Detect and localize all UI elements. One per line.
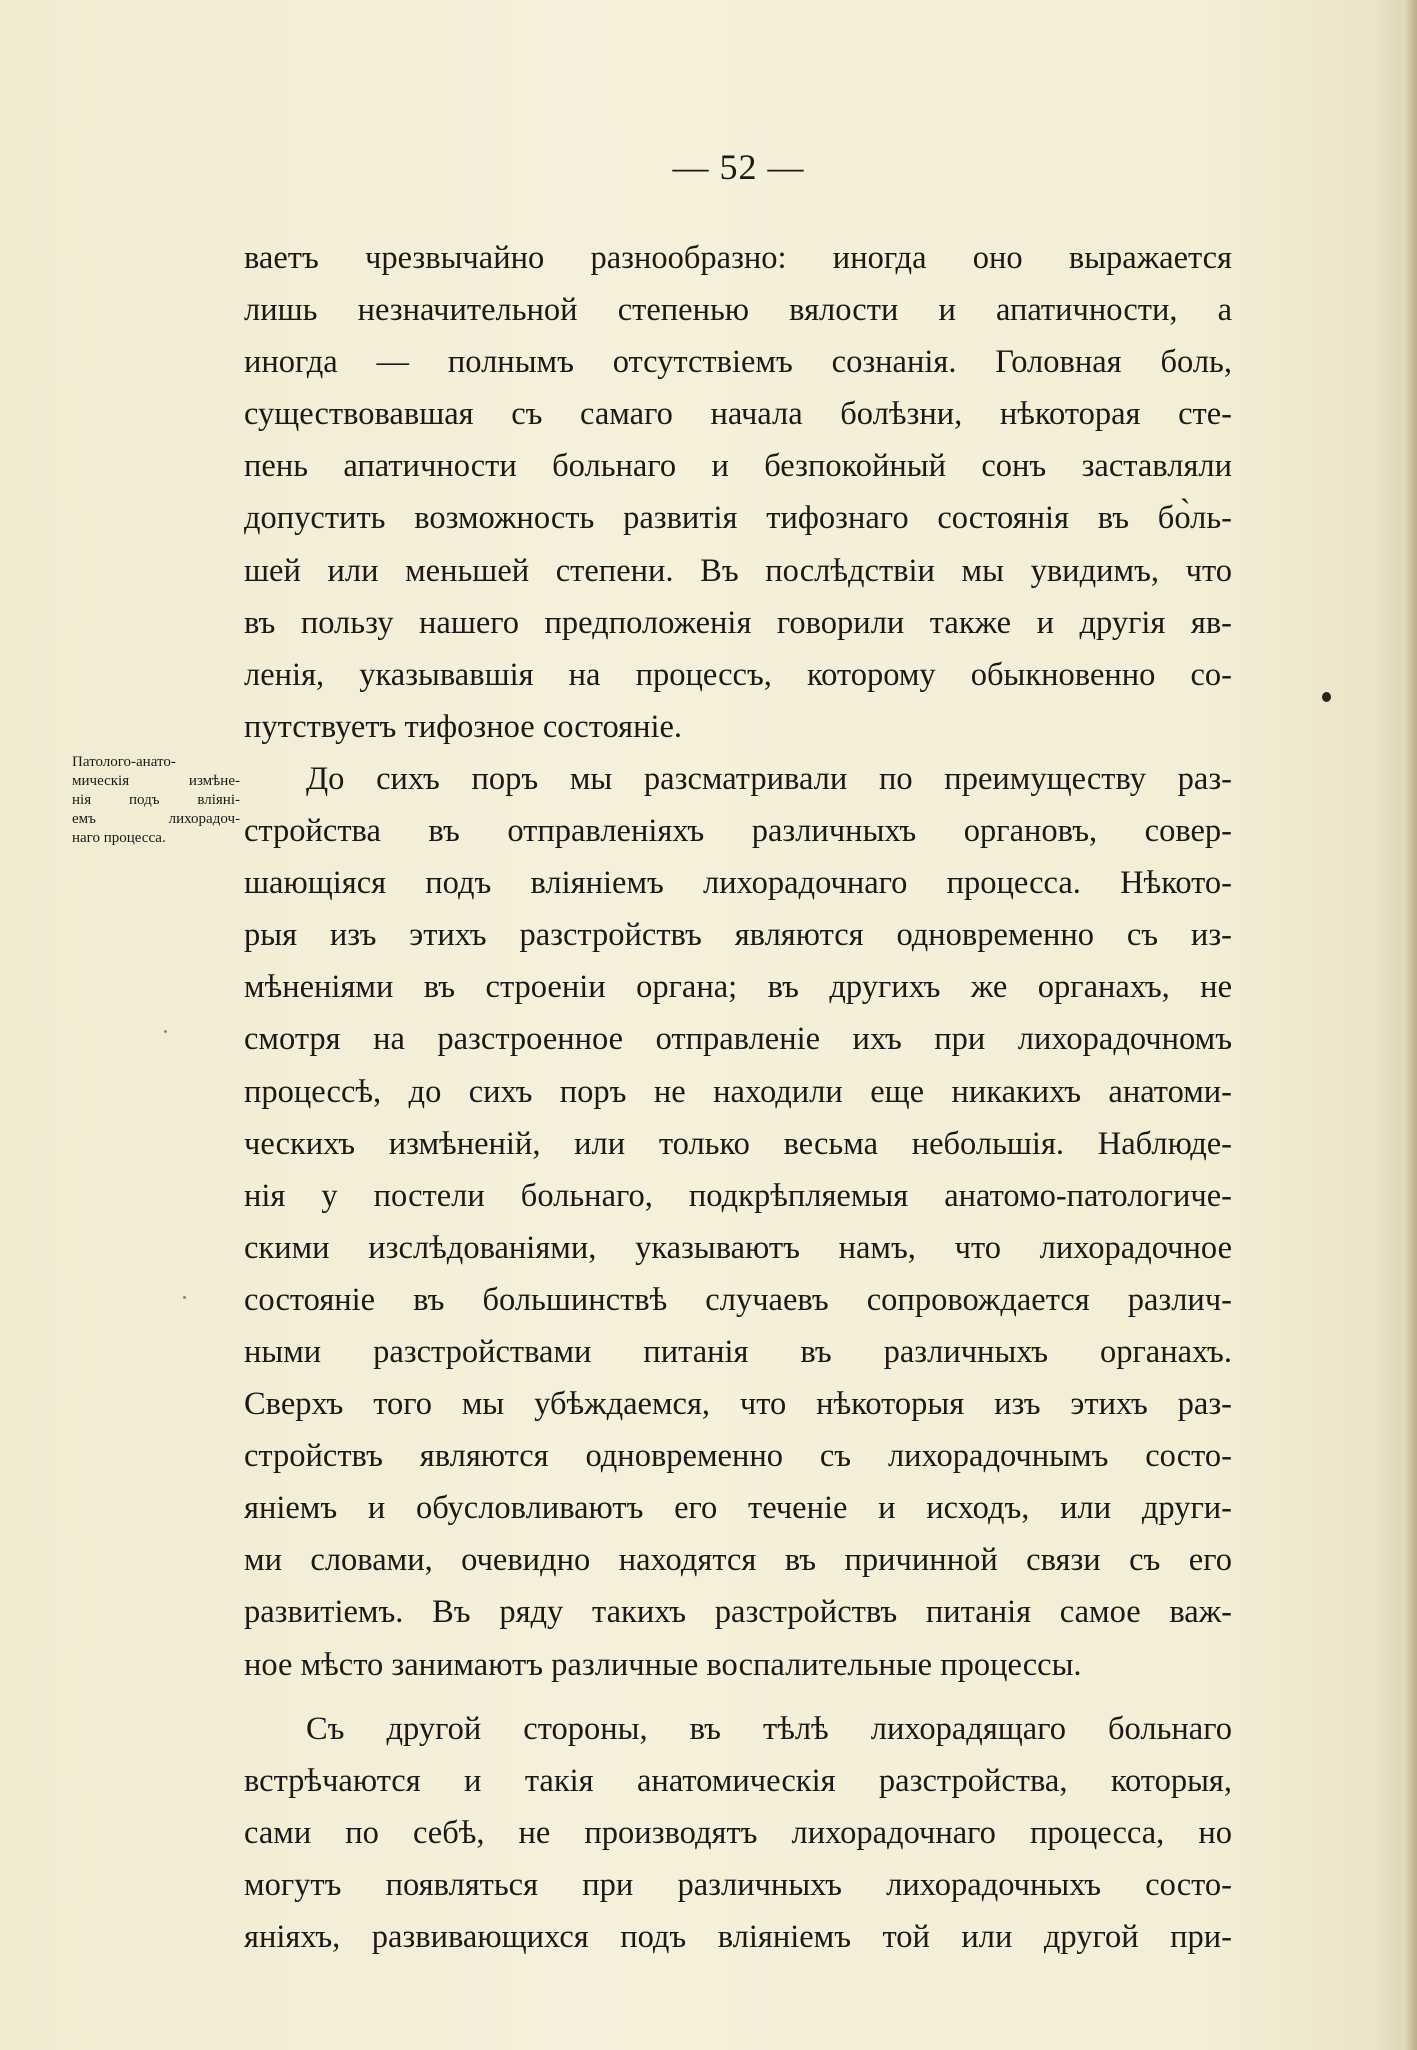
text-line: пень апатичности больнаго и безпокойный сонъ заставляли — [244, 448, 1232, 485]
text-line: ными разстройствами питанія въ различныхъ органахъ. — [244, 1333, 1232, 1370]
text-line: скими изслѣдованіями, указываютъ намъ, что лихорадочное — [244, 1229, 1232, 1266]
text-line: допустить возможность развитія тифознаго состоянія въ бо̀ль- — [244, 500, 1232, 537]
text-line: До сихъ поръ мы разсматривали по преимуществу раз- — [306, 760, 1232, 797]
text-line: въ пользу нашего предположенія говорили также и другія яв- — [244, 604, 1232, 641]
ink-speck — [183, 1296, 186, 1299]
text-line: иногда — полнымъ отсутствіемъ сознанія. Головная боль, — [244, 344, 1232, 381]
margin-note-line: мическія измѣне- — [72, 773, 240, 789]
text-line: существовавшая съ самаго начала болѣзни, нѣкоторая сте- — [244, 396, 1232, 433]
margin-note — [72, 753, 240, 848]
text-line: рыя изъ этихъ разстройствъ являются одновременно съ из- — [244, 917, 1232, 954]
text-line: развитіемъ. Въ ряду такихъ разстройствъ питанія самое важ- — [244, 1594, 1232, 1631]
paragraph-2 — [244, 753, 1232, 1691]
text-line: ное мѣсто занимаютъ различные воспалительные процессы. — [244, 1646, 1082, 1683]
text-line: стройства въ отправленіяхъ различныхъ органовъ, совер- — [244, 813, 1232, 850]
text-line: ваетъ чрезвычайно разнообразно: иногда оно выражается — [244, 240, 1232, 276]
text-line: шей или меньшей степени. Въ послѣдствіи мы увидимъ, что — [244, 552, 1232, 589]
page-number: — 52 — — [672, 147, 805, 187]
text-line: путствуетъ тифозное состояніе. — [244, 708, 683, 745]
text-line: лишь незначительной степенью вялости и апатичности, а — [244, 292, 1232, 329]
ink-speck — [1322, 692, 1331, 702]
text-line: шающіяся подъ вліяніемъ лихорадочнаго процесса. Нѣкото- — [244, 865, 1232, 902]
page-edge-shadow — [1403, 0, 1417, 2050]
ink-speck — [164, 1030, 167, 1033]
text-line: ленія, указывавшія на процессъ, которому обыкновенно со- — [244, 656, 1232, 693]
text-line: Сверхъ того мы убѣждаемся, что нѣкоторыя изъ этихъ раз- — [244, 1386, 1232, 1423]
margin-note-line: наго процесса. — [72, 830, 166, 846]
margin-note-line: емъ лихорадоч- — [72, 811, 240, 827]
text-line: нія у постели больнаго, подкрѣпляемыя анатомо-патологиче- — [244, 1177, 1232, 1214]
text-line: могутъ появляться при различныхъ лихорадочныхъ состо- — [244, 1866, 1232, 1903]
text-line: сами по себѣ, не производятъ лихорадочнаго процесса, но — [244, 1814, 1232, 1851]
paragraph-1 — [244, 232, 1232, 753]
text-line: стройствъ являются одновременно съ лихорадочнымъ состо- — [244, 1438, 1232, 1475]
paragraph-3 — [244, 1703, 1232, 1963]
text-line: яніяхъ, развивающихся подъ вліяніемъ той или другой при- — [244, 1919, 1232, 1955]
text-line: мѣненіями въ строеніи органа; въ другихъ же органахъ, не — [244, 969, 1232, 1006]
text-line: ми словами, очевидно находятся въ причинной связи съ его — [244, 1542, 1232, 1579]
text-line: процессѣ, до сихъ поръ не находили еще никакихъ анатоми- — [244, 1073, 1232, 1110]
text-line: состояніе въ большинствѣ случаевъ сопровождается различ- — [244, 1281, 1232, 1318]
text-line: ческихъ измѣненій, или только весьма небольшія. Наблюде- — [244, 1125, 1232, 1162]
text-line: Съ другой стороны, въ тѣлѣ лихорадящаго больнаго — [306, 1710, 1232, 1747]
text-line: яніемъ и обусловливаютъ его теченіе и исходъ, или други- — [244, 1490, 1232, 1527]
body-text — [244, 232, 1232, 1963]
margin-note-line: Патолого-анато- — [72, 754, 176, 770]
margin-note-line: нія подъ вліяні- — [72, 792, 240, 808]
paragraph-gap — [244, 1691, 1232, 1703]
text-line: встрѣчаются и такія анатомическія разстройства, которыя, — [244, 1762, 1232, 1799]
text-line: смотря на разстроенное отправленіе ихъ при лихорадочномъ — [244, 1021, 1232, 1058]
